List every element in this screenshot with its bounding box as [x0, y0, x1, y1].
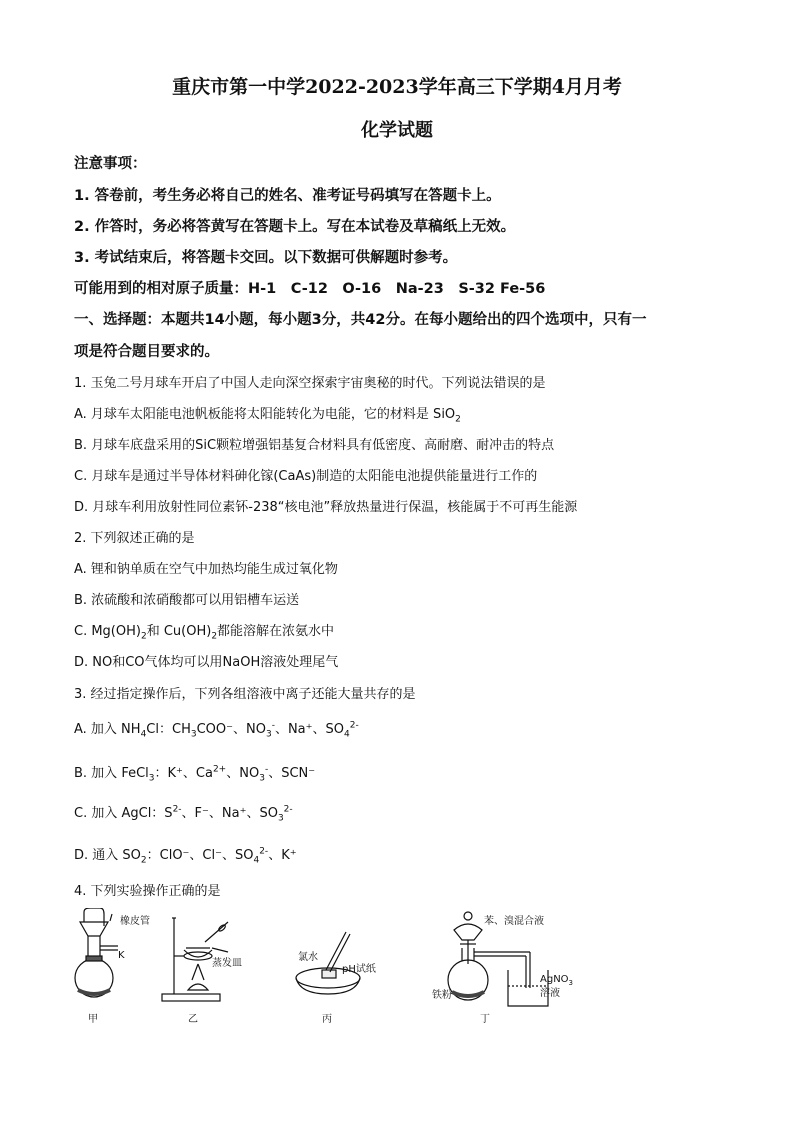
- q1-option-a: A. 月球车太阳能电池帆板能将太阳能转化为电能，它的材料是 SiO$_2$: [74, 407, 461, 425]
- exam-title: 重庆市第一中学2022-2023学年高三下学期4月月考: [172, 76, 622, 98]
- q3-option-a: A. 加入 $NH_4Cl$：$CH_3COO^-$、$NO_3^-$、Na⁺、$SO_4^{2-}$: [74, 720, 359, 740]
- q1-option-c: C. 月球车是通过半导体材料砷化镓(CaAs)制造的太阳能电池提供能量进行工作的: [74, 469, 538, 484]
- notice-heading: 注意事项：: [74, 156, 147, 172]
- section-heading-line1: 一、选择题：本题共14小题，每小题3分，共42分。在每小题给出的四个选项中，只有一: [74, 312, 647, 328]
- notice-item-2: 2. 作答时，务必将答黄写在答题卡上。写在本试卷及草稿纸上无效。: [74, 219, 516, 235]
- q4-stem: 4. 下列实验操作正确的是: [74, 884, 221, 899]
- caption-yi: 乙: [188, 1014, 198, 1025]
- caption-ding: 丁: [480, 1014, 490, 1025]
- label-rubber-tube: 橡皮管: [120, 916, 150, 927]
- atomic-masses: 可能用到的相对原子质量：H-1 C-12 O-16 Na-23 S-32 Fe-56: [74, 281, 546, 297]
- q1-option-d: D. 月球车利用放射性同位素钚-238“核电池”释放热量进行保温，核能属于不可再生能源: [74, 500, 578, 515]
- caption-jia: 甲: [88, 1014, 98, 1025]
- q2-option-a: A. 锂和钠单质在空气中加热均能生成过氧化物: [74, 562, 338, 577]
- q2-option-c: C. $Mg(OH)_2$和 $Cu(OH)_2$都能溶解在浓氨水中: [74, 624, 335, 642]
- apparatus-bing: [296, 932, 360, 994]
- exam-subject: 化学试题: [361, 120, 433, 141]
- q2-stem: 2. 下列叙述正确的是: [74, 531, 195, 546]
- q3-option-c: C. 加入 AgCl：$S^{2-}$、F⁻、Na⁺、$SO_3^{2-}$: [74, 804, 293, 824]
- label-benzene-bromine: 苯、溴混合液: [484, 916, 544, 927]
- q1-stem: 1. 玉兔二号月球车开启了中国人走向深空探索宇宙奥秘的时代。下列说法错误的是: [74, 376, 546, 391]
- label-evaporating-dish: 蒸发皿: [212, 958, 242, 969]
- label-solution: 溶液: [540, 988, 560, 999]
- q4-apparatus-figure: [60, 908, 750, 1030]
- q3-option-b: B. 加入 FeCl$_3$：K⁺、$Ca^{2+}$、$NO_3^-$、SCN⁻: [74, 764, 316, 784]
- section-heading-line2: 项是符合题目要求的。: [74, 344, 219, 360]
- apparatus-jia: [75, 908, 118, 997]
- q3-stem: 3. 经过指定操作后，下列各组溶液中离子还能大量共存的是: [74, 687, 416, 702]
- label-ph-paper: pH试纸: [342, 964, 376, 975]
- notice-item-1: 1. 答卷前，考生务必将自己的姓名、准考证号码填写在答题卡上。: [74, 188, 501, 204]
- caption-bing: 丙: [322, 1014, 332, 1025]
- q3-option-d: D. 通入 $SO_2$：ClO⁻、Cl⁻、$SO_4^{2-}$、K⁺: [74, 846, 297, 866]
- label-chlorine-water: 氯水: [298, 952, 318, 963]
- notice-item-3: 3. 考试结束后，将答题卡交回。以下数据可供解题时参考。: [74, 250, 458, 266]
- q2-option-b: B. 浓硫酸和浓硝酸都可以用铝槽车运送: [74, 593, 300, 608]
- label-iron-powder: 铁粉: [432, 990, 452, 1001]
- label-agno3: AgNO$_3$: [540, 974, 574, 987]
- q2-option-d: D. NO和CO气体均可以用NaOH溶液处理尾气: [74, 655, 339, 670]
- q1-option-b: B. 月球车底盘采用的SiC颗粒增强铝基复合材料具有低密度、高耐磨、耐冲击的特点: [74, 438, 555, 453]
- label-k: K: [118, 950, 125, 961]
